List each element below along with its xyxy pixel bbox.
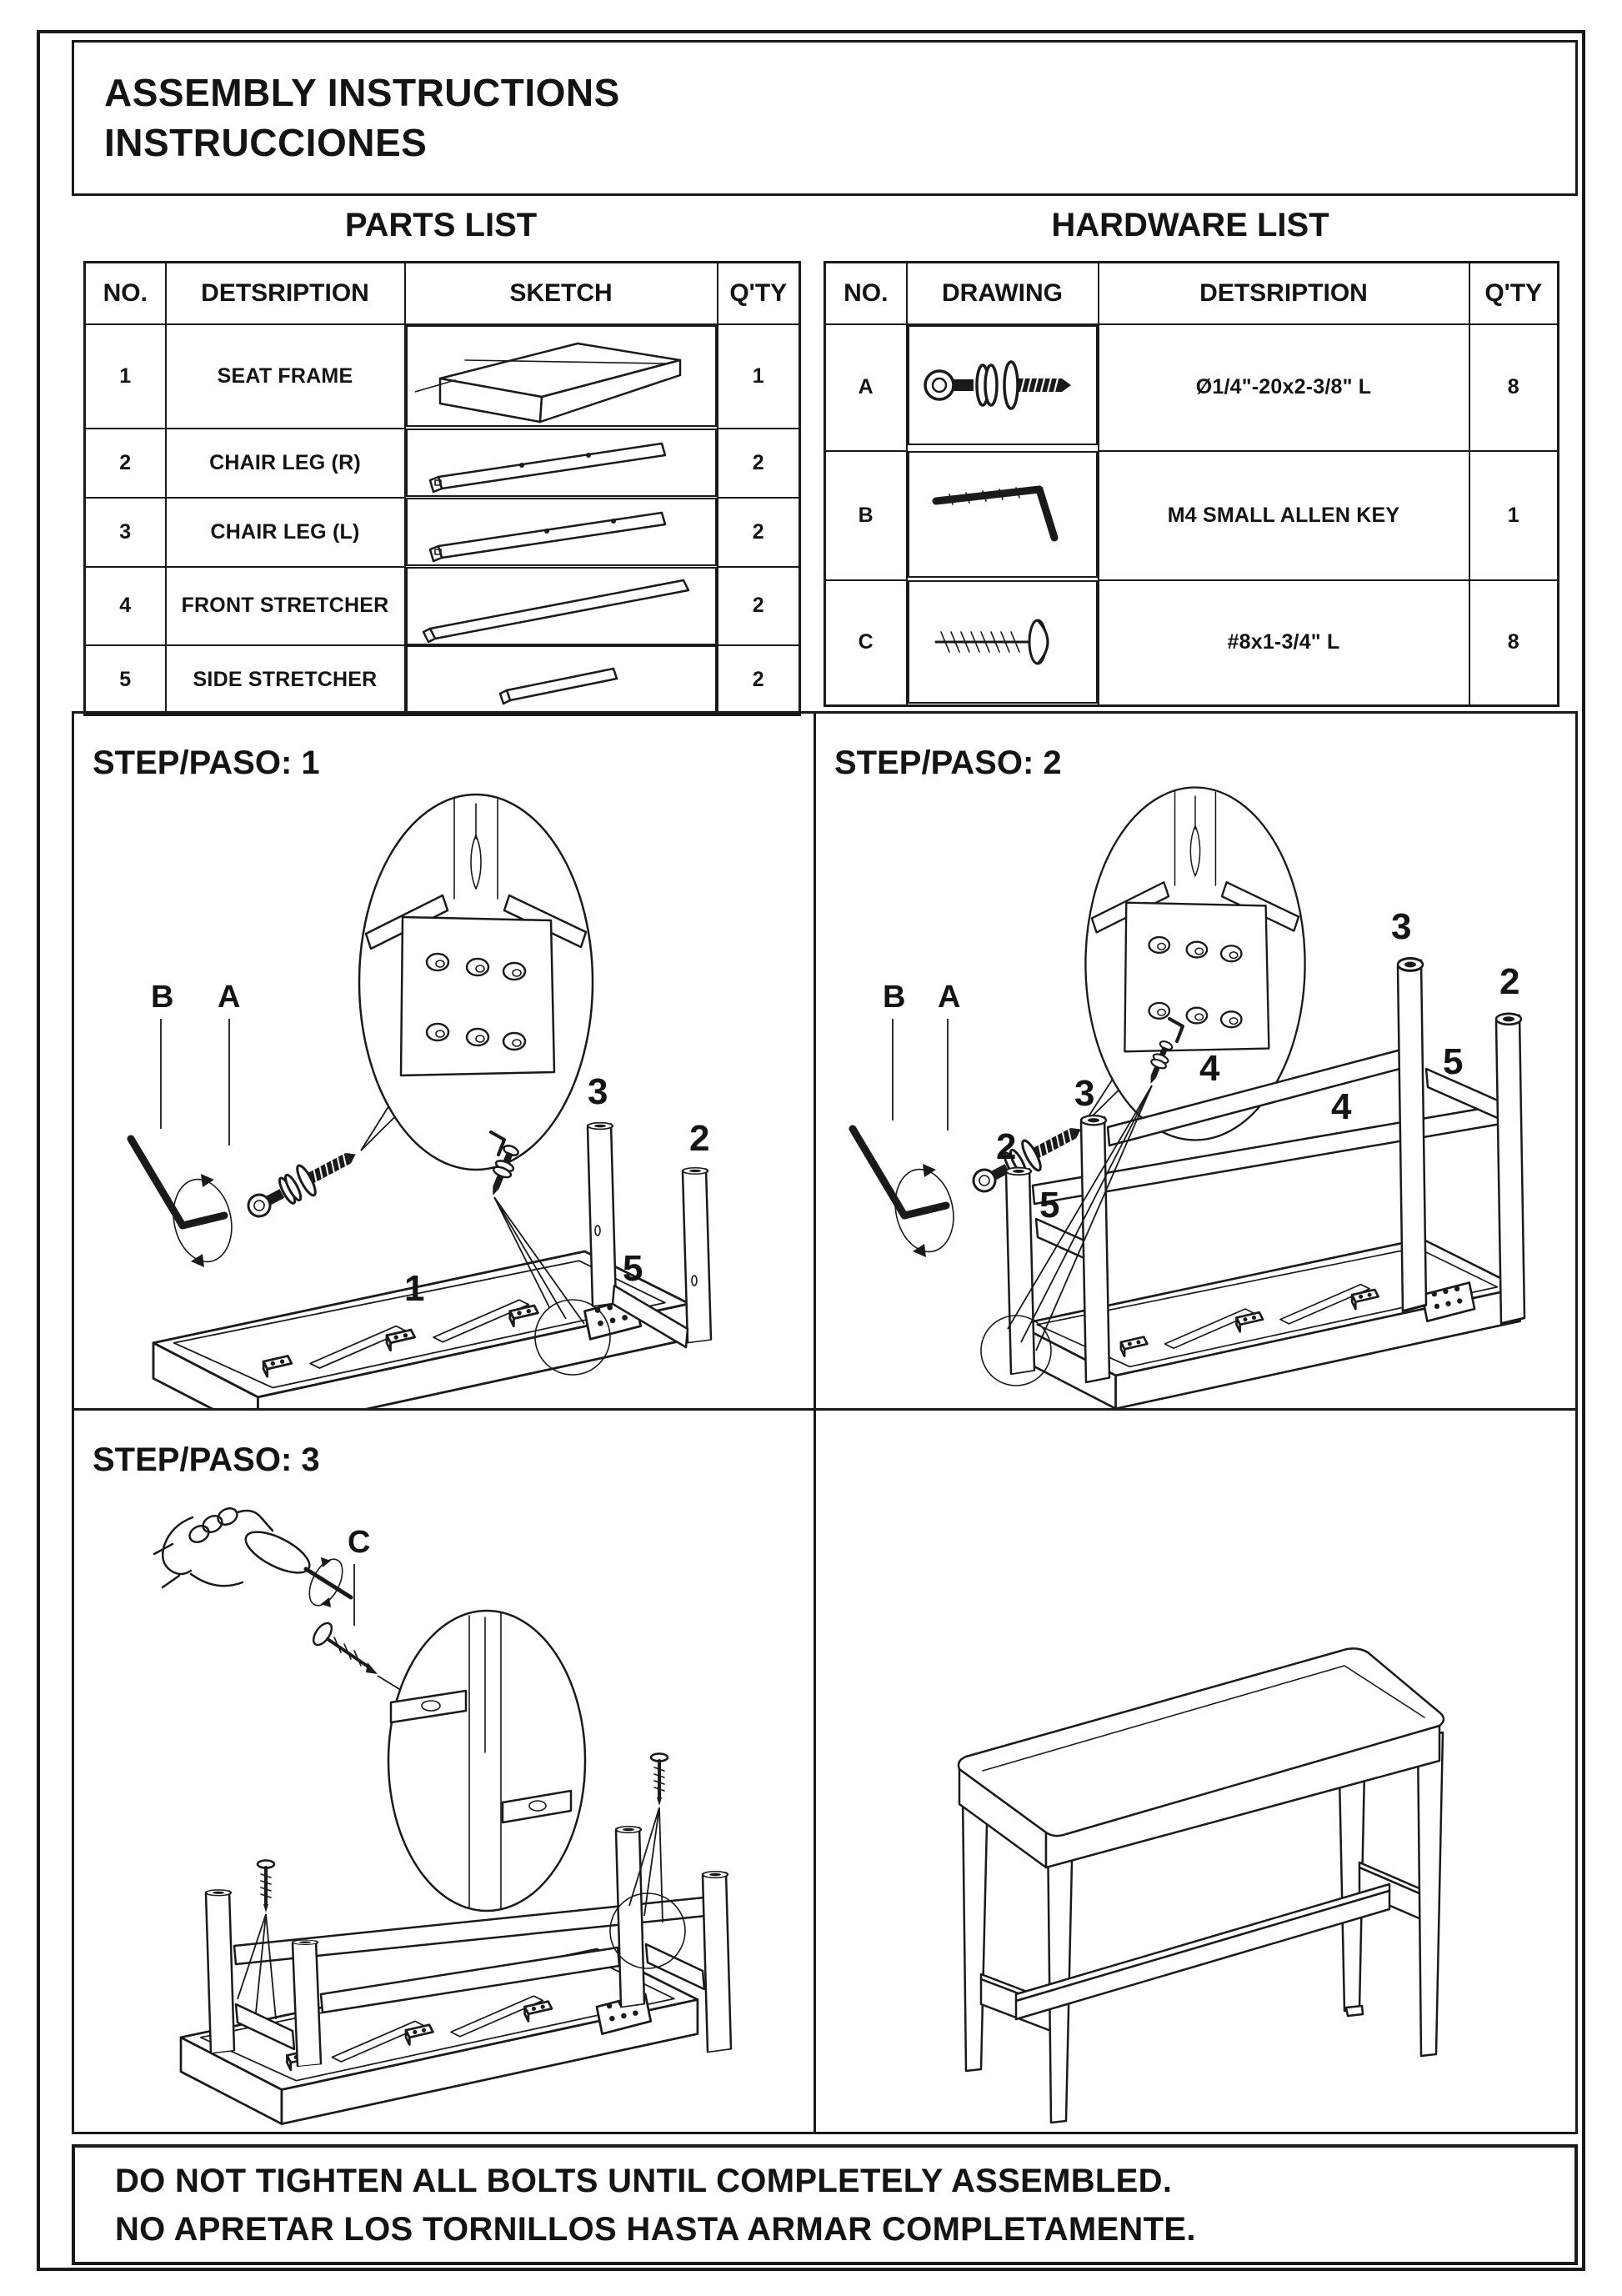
screw-icon [651, 1754, 668, 1807]
warning-line-spanish: NO APRETAR LOS TORNILLOS HASTA ARMAR COMPLETAMENTE. [115, 2210, 1196, 2248]
step1-label-part-2: 2 [689, 1118, 710, 1159]
step2-label-hardware-a: A [938, 980, 961, 1015]
allen-key-icon [131, 1139, 239, 1267]
part-description: CHAIR LEG (R) [166, 429, 405, 498]
title-line-1: ASSEMBLY INSTRUCTIONS [104, 70, 620, 114]
chair-leg-left-sketch [406, 498, 717, 566]
chair-leg-drawing [1496, 1014, 1524, 1324]
screw-icon [258, 1861, 274, 1913]
screwdriver-icon [240, 1524, 351, 1611]
parts-list-table [83, 261, 801, 716]
table-row [825, 580, 1559, 706]
step1-panel [74, 714, 814, 1408]
step1-label-part-3: 3 [588, 1071, 608, 1112]
part-qty: 2 [718, 567, 800, 645]
hw-qty: 1 [1469, 451, 1559, 580]
step2-label-part-3-near: 3 [1074, 1073, 1095, 1114]
part-description: SEAT FRAME [166, 324, 405, 429]
chair-leg-left-drawing [588, 1123, 616, 1306]
part-qty: 2 [718, 498, 800, 567]
steps-grid [72, 711, 1578, 2134]
chair-leg-drawing [1006, 1168, 1034, 1375]
step2-label-part-5-right: 5 [1443, 1041, 1464, 1082]
step1-label-part-1: 1 [404, 1268, 425, 1309]
chair-leg-right-drawing [683, 1168, 711, 1343]
part-no: 5 [85, 645, 166, 715]
step3-panel [74, 1411, 814, 2135]
chair-leg-left-sketch-icon [415, 499, 707, 564]
chair-leg-drawing [616, 1827, 644, 2008]
table-row [825, 451, 1559, 580]
hw-no: A [825, 324, 907, 451]
seat-frame-sketch [406, 325, 717, 427]
parts-header-sketch: SKETCH [405, 263, 718, 324]
parts-list-title: PARTS LIST [344, 207, 538, 243]
hardware-list-title: HARDWARE LIST [1051, 207, 1329, 243]
hw-qty: 8 [1469, 580, 1559, 706]
hw-header-no: NO. [825, 263, 907, 324]
step2-panel [816, 714, 1580, 1408]
table-row [85, 429, 800, 498]
hw-header-qty: Q'TY [1469, 263, 1559, 324]
step1-label-part-5: 5 [623, 1248, 643, 1289]
chair-leg-drawing [206, 1890, 234, 2053]
allen-key-icon [853, 1129, 961, 1257]
step2-label-hardware-b: B [883, 980, 906, 1015]
corner-bracket-detail-circle [359, 795, 593, 1170]
step2-title: STEP/PASO: 2 [834, 744, 1062, 781]
bolt-icon [242, 1140, 363, 1226]
part-description: CHAIR LEG (L) [166, 498, 405, 567]
parts-header-description: DETSRIPTION [166, 263, 405, 324]
side-stretcher-sketch [406, 645, 717, 714]
table-row [85, 498, 800, 567]
step1-label-hardware-a: A [218, 980, 241, 1015]
hw-description: Ø1/4"-20x2-3/8" L [1099, 324, 1469, 451]
hardware-list-table [824, 261, 1559, 707]
step1-label-hardware-b: B [151, 980, 174, 1015]
allen-key-icon [913, 453, 1092, 576]
warning-line-english: DO NOT TIGHTEN ALL BOLTS UNTIL COMPLETELY ASSEMBLED. [115, 2162, 1173, 2199]
step3-label-hardware-c: C [348, 1525, 371, 1560]
bolt-drawing [908, 325, 1098, 445]
table-row [85, 324, 800, 429]
chair-leg-drawing [1081, 1115, 1109, 1382]
step2-label-part-2-far: 2 [1499, 961, 1520, 1002]
hw-qty: 8 [1469, 324, 1559, 451]
part-description: FRONT STRETCHER [166, 567, 405, 645]
hw-description: M4 SMALL ALLEN KEY [1099, 451, 1469, 580]
hw-header-description: DETSRIPTION [1099, 263, 1469, 324]
title-line-2: INSTRUCCIONES [104, 120, 428, 164]
hw-no: C [825, 580, 907, 706]
assembly-warning [72, 2144, 1578, 2265]
parts-header-row [85, 263, 800, 324]
allen-key-drawing [908, 451, 1098, 578]
step3-title: STEP/PASO: 3 [93, 1441, 320, 1478]
screw-icon [310, 1620, 378, 1674]
step1-title: STEP/PASO: 1 [93, 744, 320, 781]
hardware-header-row [825, 263, 1559, 324]
part-no: 4 [85, 567, 166, 645]
step2-label-part-4-lower: 4 [1331, 1086, 1352, 1127]
part-no: 3 [85, 498, 166, 567]
seat-frame-sketch-icon [415, 327, 707, 425]
table-row [85, 567, 800, 645]
chair-leg-drawing [1398, 959, 1426, 1311]
part-no: 2 [85, 429, 166, 498]
screw-drawing [908, 580, 1098, 704]
part-qty: 2 [718, 645, 800, 715]
chair-leg-drawing [703, 1872, 731, 2053]
part-no: 1 [85, 324, 166, 429]
front-stretcher-sketch [406, 567, 717, 645]
chair-leg-drawing [293, 1940, 321, 2066]
step2-label-part-5-left: 5 [1039, 1185, 1060, 1226]
parts-header-no: NO. [85, 263, 166, 324]
part-qty: 2 [718, 429, 800, 498]
part-description: SIDE STRETCHER [166, 645, 405, 715]
screw-hole-detail-circle [388, 1611, 585, 1911]
part-qty: 1 [718, 324, 800, 429]
parts-header-qty: Q'TY [718, 263, 800, 324]
table-row [85, 645, 800, 715]
front-stretcher-sketch-icon [415, 569, 707, 644]
hw-description: #8x1-3/4" L [1099, 580, 1469, 706]
step2-label-part-2-near: 2 [996, 1126, 1017, 1167]
hw-no: B [825, 451, 907, 580]
step2-label-part-4-upper: 4 [1199, 1048, 1220, 1089]
hw-header-drawing: DRAWING [907, 263, 1099, 324]
assembled-bench-drawing [959, 1648, 1444, 2123]
table-row [825, 324, 1559, 451]
side-stretcher-sketch-icon [415, 647, 707, 712]
screw-icon [913, 582, 1092, 702]
bolt-icon [913, 327, 1092, 444]
chair-leg-right-sketch [406, 429, 717, 497]
assembled-bench-panel [816, 1411, 1580, 2135]
chair-leg-right-sketch-icon [415, 430, 707, 495]
document-title [72, 40, 1578, 196]
step2-label-part-3-far: 3 [1391, 906, 1412, 947]
